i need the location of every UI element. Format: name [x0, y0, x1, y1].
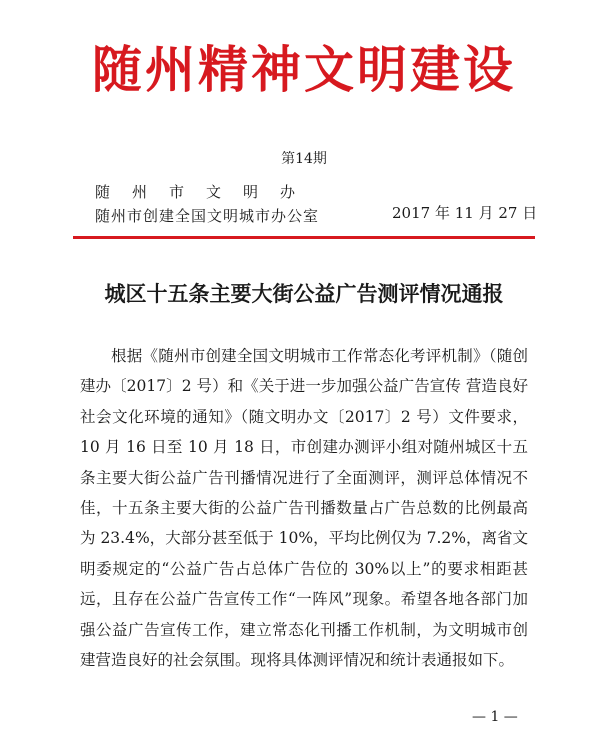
issuer-office-full: 随州市创建全国文明城市办公室	[95, 207, 320, 225]
issuer-office: 随州市文明办	[95, 183, 318, 201]
masthead-title: 随州精神文明建设	[92, 41, 516, 99]
article-headline: 城区十五条主要大街公益广告测评情况通报	[104, 282, 504, 306]
issue-date: 2017 年 11 月 27 日	[392, 204, 538, 222]
article-body: 根据《随州市创建全国文明城市工作常态化考评机制》（随创建办〔2017〕2 号）和《关于进一步加强公益广告宣传 营造良好社会文化环境的通知》（随文明办文〔2017〕2 号）文件要求，10 月 16 日至 10 月 18 日，市创建办测评小组对随州城区十五条主要大街公益广告刊播情况进行了全面测评，测评总体情况不佳，十五条主要大街的公益广告刊播数量占广告总数的比例最高为 23.4%，大部分甚至低于 10%，平均比例仅为 7.2%，离省文明委规定的“公益广告占总体广告位的 30%以上”的要求相距甚远，且存在公益广告宣传工作“一阵风”现象。希望各地各部门加强公益广告宣传工作，建立常态化刊播工作机制，为文明城市创建营造良好的社会氛围。现将具体测评情况和统计表通报如下。	[80, 347, 528, 670]
header-divider	[73, 236, 535, 239]
issue-number: 第14期	[281, 151, 327, 167]
page-number: — 1 —	[472, 709, 518, 725]
